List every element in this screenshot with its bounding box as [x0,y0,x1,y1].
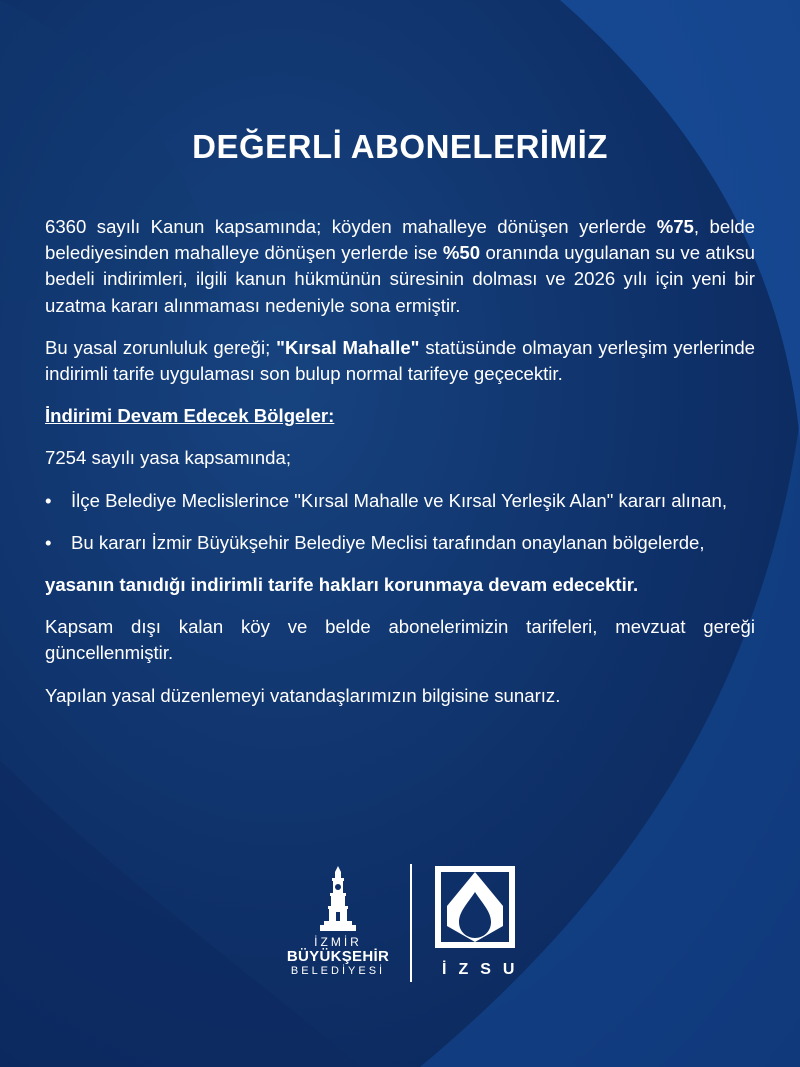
logo-bar [0,858,800,988]
paragraph-1-text-e: oranında uygulanan su ve atıksu bedeli indirimleri, ilgili kanun hükmünün süresinin dolması ve 2026 yılı için yeni bir uzatma kararı alınmaması nedeniyle sona ermiştir. [45,242,755,316]
clock-tower-icon [318,864,358,936]
kirsal-mahalle-term: "Kırsal Mahalle" [276,336,420,358]
paragraph-4: Kapsam dışı kalan köy ve belde abonelerimizin tarifeleri, mevzuat gereği güncellenmiştir. [45,616,755,664]
announcement-body [45,214,755,725]
buyuksehir-text: BÜYÜKŞEHİR [286,948,390,965]
logo-divider [410,864,412,982]
paragraph-5: Yapılan yasal düzenlemeyi vatandaşlarımızın bilgisine sunarız. [45,684,561,706]
water-drop-icon [435,866,515,950]
paragraph-3: 7254 sayılı yasa kapsamında; [45,447,291,469]
paragraph-2-text-a: Bu yasal zorunluluk gereği; [45,336,277,358]
paragraph-1-text-c: , belde belediyesinden mahalleye dönüşen yerlerde ise [45,216,756,264]
paragraph-2 [45,335,755,387]
paragraph-1-text-a: 6360 sayılı Kanun kapsamında; köyden mahalleye dönüşen yerlerde [45,216,657,237]
bullet-text: Bu kararı İzmir Büyükşehir Belediye Meclisi tarafından onaylanan bölgelerde, [71,531,705,553]
paragraph-1 [45,214,755,319]
bold-statement: yasanın tanıdığı indirimli tarife hakları korunmaya devam edecektir. [45,574,639,596]
percent-75: %75 [656,216,694,237]
section-heading [45,403,755,429]
section-heading-text: İndirimi Devam Edecek Bölgeler: [45,405,335,427]
izmir-buyuksehir-logo [284,864,392,980]
izsu-text: İZSU [442,961,527,978]
page-title: DEĞERLİ ABONELERİMİZ [192,128,608,165]
izmir-text: İZMİR [314,935,362,949]
izsu-logo [432,866,527,982]
bullet-dot: • [45,489,52,511]
bullet-text: İlçe Belediye Meclislerince "Kırsal Mahalle ve Kırsal Yerleşik Alan" kararı alınan, [71,489,728,511]
bullet-dot: • [45,531,52,553]
percent-50: %50 [442,242,481,264]
list-item [45,530,755,556]
belediyesi-text: BELEDİYESİ [290,965,386,977]
list-item [45,488,755,514]
paragraph-2-text-c: statüsünde olmayan yerleşim yerlerinde indirimli tarife uygulaması son bulup normal tarifeye geçecektir. [45,336,755,385]
